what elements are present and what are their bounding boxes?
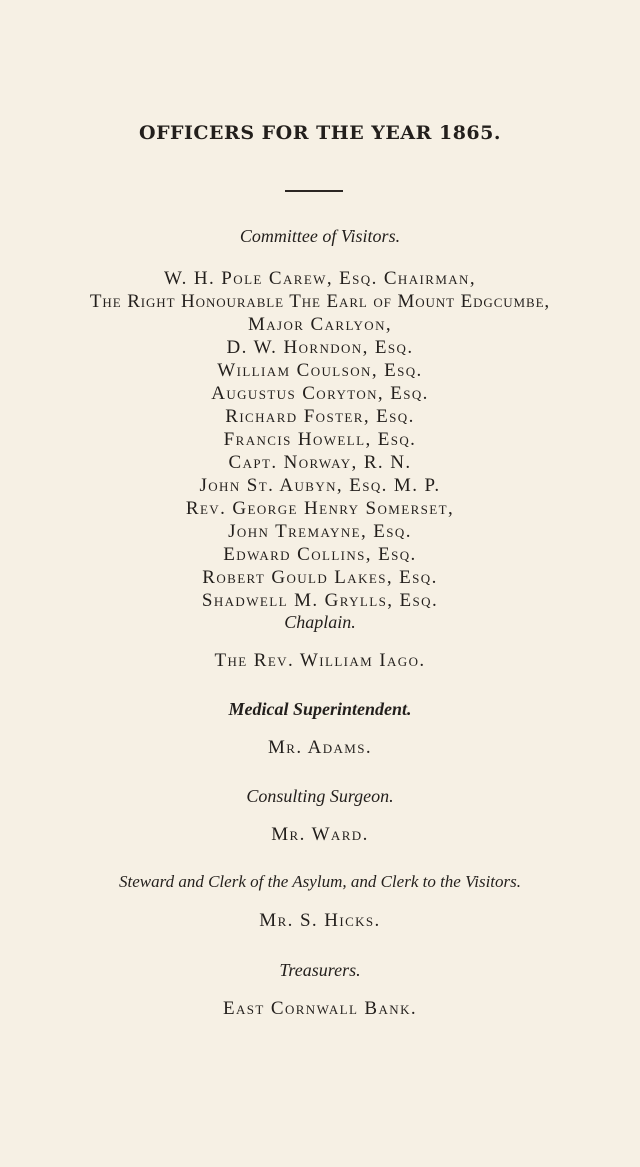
- committee-member: Capt. Norway, R. N.: [228, 452, 412, 473]
- committee-member: Edward Collins, Esq.: [223, 544, 417, 565]
- committee-member: William Coulson, Esq.: [217, 360, 423, 381]
- committee-member: Shadwell M. Grylls, Esq.: [201, 590, 439, 611]
- committee-heading: Committee of Visitors.: [239, 226, 401, 246]
- committee-member: John Tremayne, Esq.: [228, 521, 412, 542]
- steward-name: Mr. S. Hicks.: [259, 910, 381, 931]
- consulting-surgeon-name: Mr. Ward.: [271, 824, 369, 845]
- committee-member: Robert Gould Lakes, Esq.: [202, 567, 438, 588]
- committee-member: Richard Foster, Esq.: [225, 406, 415, 427]
- page-title: OFFICERS FOR THE YEAR 1865.: [139, 122, 501, 144]
- medical-superintendent-name: Mr. Adams.: [267, 737, 373, 758]
- chaplain-heading: Chaplain.: [284, 612, 356, 632]
- treasurers-heading: Treasurers.: [279, 960, 361, 980]
- committee-member: Francis Howell, Esq.: [223, 429, 417, 450]
- title-divider: [285, 190, 343, 192]
- committee-member: D. W. Horndon, Esq.: [226, 337, 414, 358]
- committee-member: Major Carlyon,: [247, 314, 393, 335]
- chaplain-name: The Rev. William Iago.: [214, 650, 426, 671]
- committee-member: W. H. Pole Carew, Esq. Chairman,: [164, 268, 476, 289]
- steward-heading: Steward and Clerk of the Asylum, and Clerk to the Visitors.: [119, 872, 521, 891]
- committee-member: John St. Aubyn, Esq. M. P.: [199, 475, 441, 496]
- treasurers-name: East Cornwall Bank.: [222, 998, 418, 1019]
- committee-member: The Right Honourable The Earl of Mount Edgcumbe,: [89, 291, 551, 312]
- medical-superintendent-heading: Medical Superintendent.: [228, 699, 412, 719]
- committee-member: Rev. George Henry Somerset,: [185, 498, 455, 519]
- consulting-surgeon-heading: Consulting Surgeon.: [246, 786, 394, 806]
- committee-member: Augustus Coryton, Esq.: [211, 383, 429, 404]
